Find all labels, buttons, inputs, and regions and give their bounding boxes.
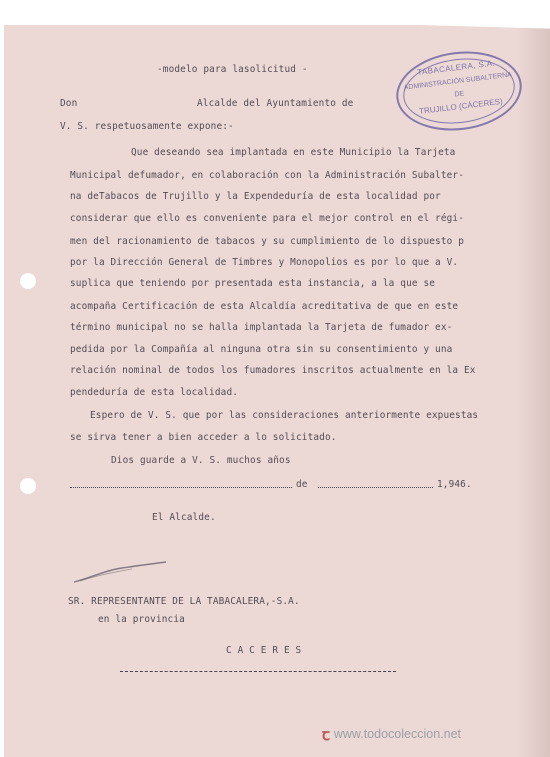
punch-hole — [20, 273, 36, 289]
date-dotted-line — [318, 487, 433, 488]
date-connector: de — [296, 479, 308, 490]
document-heading: -modelo para lasolicitud - — [157, 64, 308, 75]
stamp-line: DE — [454, 90, 465, 99]
body-line: Dios guarde a V. S. muchos años — [111, 455, 291, 466]
body-line: Que deseando sea implantada en este Municipio la Tarjeta — [131, 147, 456, 158]
todocoleccion-logo-icon: ꞇ — [322, 727, 330, 744]
opening-line: V. S. respetuosamente expone:- — [60, 121, 234, 132]
body-line: pedida por la Compañía al ninguna otra sin su consentimiento y una — [70, 344, 453, 355]
body-line: suplica que teniendo por presentada esta instancia, a la que se — [70, 278, 436, 289]
punch-hole — [20, 478, 36, 494]
body-line: Municipal defumador, en colaboración con la Administración Subalter- — [70, 170, 465, 181]
signature-stroke — [70, 560, 170, 586]
body-line: por la Dirección General de Timbres y Monopolios es por lo que a V. — [70, 257, 459, 268]
body-line: men del racionamiento de tabacos y su cumplimiento de lo dispuesto p — [70, 236, 465, 247]
body-line: término municipal no se halla implantada la Tarjeta de fumador ex- — [70, 322, 453, 333]
stamp-line: ADMINISTRACIÓN SUBALTERNA — [403, 71, 513, 92]
body-line: relación nominal de todos los fumadores inscritos actualmente en la Ex — [70, 365, 476, 376]
body-line: na deTabacos de Trujillo y la Expendeduría de esta localidad por — [70, 191, 441, 202]
watermark-text: www.todocoleccion.net — [333, 727, 461, 741]
salutation: Don — [60, 98, 78, 109]
addressee: Alcalde del Ayuntamiento de — [197, 98, 354, 109]
recipient-city: C A C E R E S — [226, 645, 302, 656]
body-line: se sirva tener a bien acceder a lo solicitado. — [70, 432, 337, 443]
recipient-location: en la provincia — [98, 614, 185, 625]
stamp-line: TRUJILLO (CÁCERES) — [418, 96, 504, 116]
recipient-name: SR. REPRESENTANTE DE LA TABACALERA,-S.A. — [68, 596, 300, 607]
date-year: 1,946. — [437, 479, 472, 490]
body-line: Espero de V. S. que por las consideraciones anteriormente expuestas — [90, 410, 479, 421]
closing-title: El Alcalde. — [152, 512, 216, 523]
body-line: pendeduría de esta localidad. — [70, 387, 239, 398]
watermark — [322, 724, 461, 744]
stamp-line: TABACALERA, S.A. — [416, 58, 496, 77]
body-line: acompaña Certificación de esta Alcaldía acreditativa de que en este — [70, 301, 459, 312]
body-line: considerar que ello es conveniente para el mejor control en el régi- — [70, 213, 465, 224]
date-dotted-line — [70, 487, 292, 488]
city-underline — [120, 671, 396, 672]
